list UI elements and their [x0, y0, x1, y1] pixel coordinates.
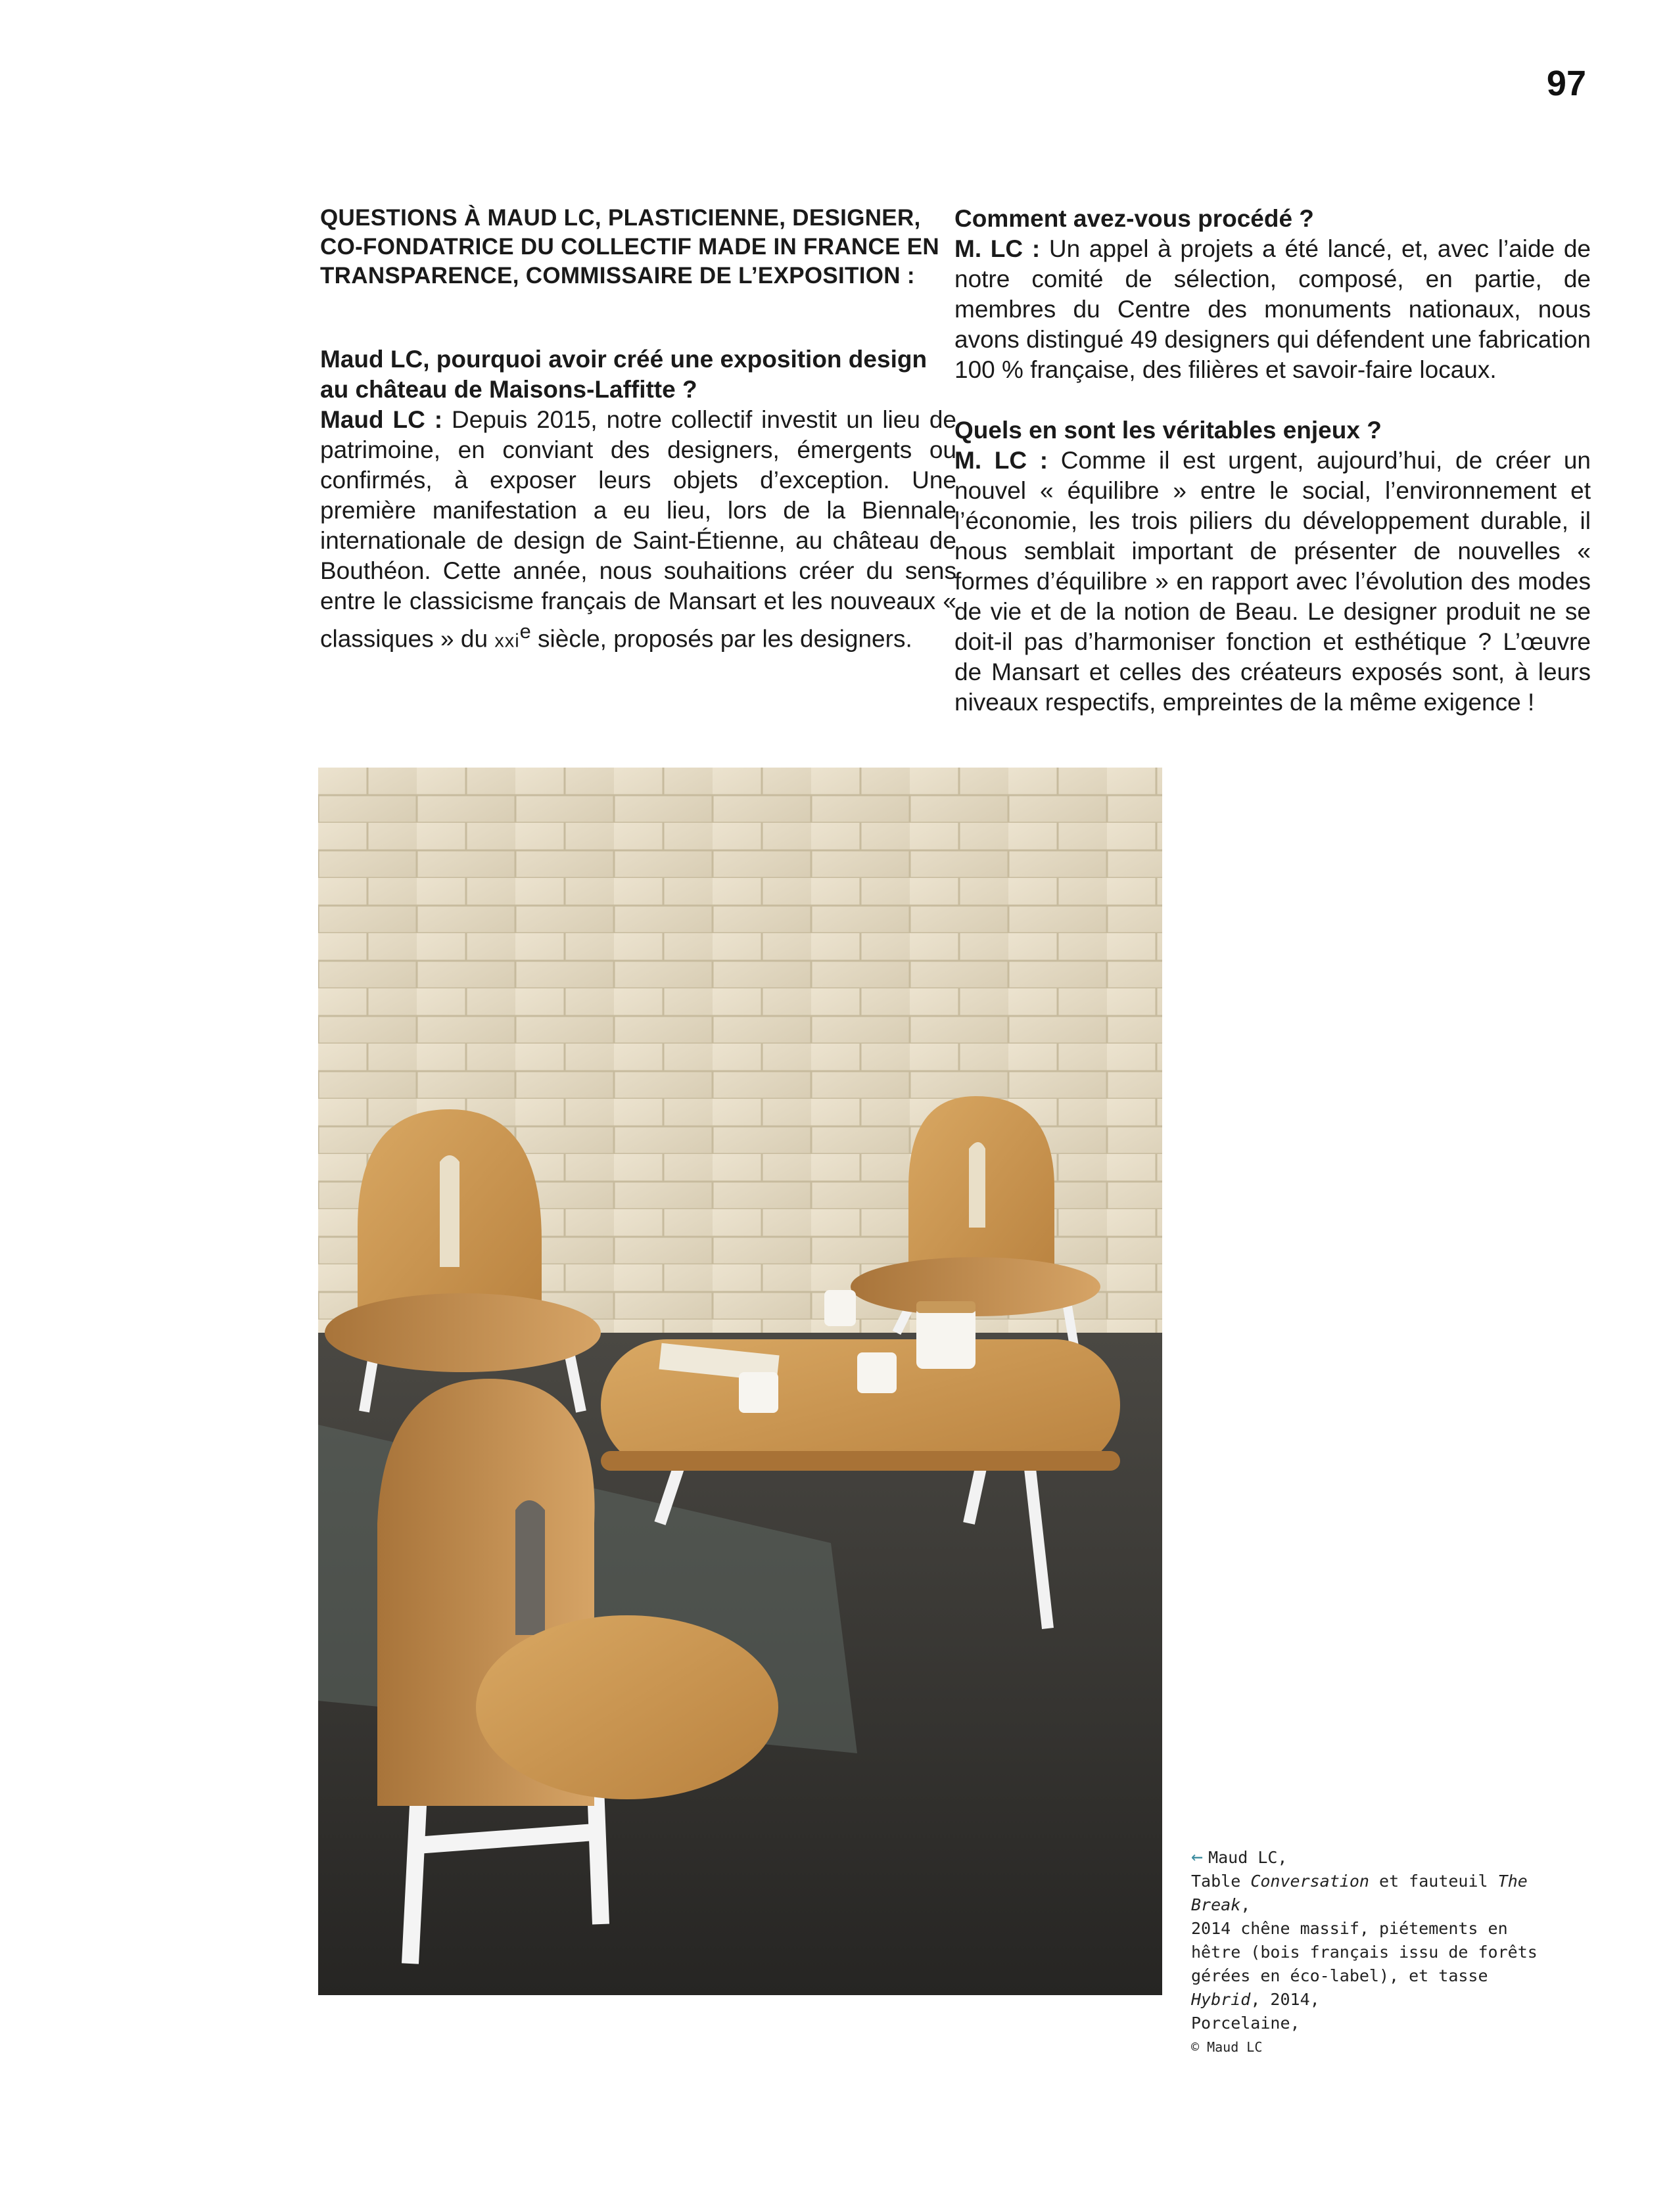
answer-3-speaker: M. LC : [954, 447, 1048, 474]
answer-2 [954, 234, 1591, 385]
century-superscript: e [519, 620, 531, 643]
intro-heading: QUESTIONS À MAUD LC, PLASTICIENNE, DESIGNER, CO-FONDATRICE DU COLLECTIF MADE IN FRANCE EN TRANSPARENCE, COMMISSAIRE DE L’EXPOSITION : [320, 205, 939, 288]
caption-table-label: Table [1191, 1872, 1241, 1891]
caption-comma: , [1240, 1895, 1251, 1914]
caption-title-hybrid: Hybrid [1191, 1990, 1251, 2009]
caption-armchair-label: et fauteuil [1379, 1872, 1488, 1891]
caption-author: Maud LC, [1208, 1848, 1288, 1867]
century-numeral: xxi [494, 630, 520, 652]
caption-line-3 [1191, 1917, 1559, 2012]
page-number: 97 [1546, 64, 1586, 103]
question-3: Quels en sont les véritables enjeux ? [954, 417, 1382, 444]
answer-2-speaker: M. LC : [954, 235, 1041, 262]
answer-3 [954, 446, 1591, 718]
caption-line-1 [1191, 1845, 1559, 1870]
caption-materials: 2014 chêne massif, piétements en hêtre (bois français issu de forêts gérées en éco-label), et tasse [1191, 1919, 1538, 1985]
photo-credit: © Maud LC [1191, 2039, 1263, 2055]
photo-illustration [318, 768, 1162, 1995]
arrow-left-icon: ← [1191, 1845, 1204, 1868]
caption-title-conversation: Conversation [1250, 1872, 1369, 1891]
answer-1 [320, 405, 956, 656]
question-1: Maud LC, pourquoi avoir créé une exposition design au château de Maisons-Laffitte ? [320, 346, 928, 403]
answer-1-text-part1: Depuis 2015, notre collectif investit un lieu de patrimoine, en conviant des designers, émergents ou confirmés, à exposer leurs objets d’exception. Une première manifestation a eu lieu, lors de la Biennale internationale de design de Saint-Étienne, au château de Bouthéon. Cette année, nous souhaitions créer du sens entre le classicisme français de Mansart et les nouveaux « classiques » du [320, 406, 956, 653]
answer-3-text: Comme il est urgent, aujourd’hui, de créer un nouvel « équilibre » entre le social, l’environnement et l’économie, les trois piliers du développement durable, il nous semblait important de présenter de nouvelles « formes d’équilibre » en rapport avec l’évolution des modes de vie et de la notion de Beau. Le designer produit ne se doit-il pas d’harmoniser fonction et esthétique ? L’œuvre de Mansart et celles des créateurs exposés sont, à leurs niveaux respectifs, empreintes de la même exigence ! [954, 447, 1591, 716]
photo-caption [1191, 1845, 1559, 2059]
question-2: Comment avez-vous procédé ? [954, 205, 1314, 232]
caption-title-the-break: The Break [1191, 1872, 1528, 1914]
caption-hybrid-year: , 2014, [1250, 1990, 1320, 2009]
caption-line-2 [1191, 1870, 1559, 1917]
furniture-photo [318, 768, 1162, 1995]
answer-1-speaker: Maud LC : [320, 406, 443, 433]
answer-2-text: Un appel à projets a été lancé, et, avec l’aide de notre comité de sélection, composé, en partie, de membres du Centre des monuments nationaux, nous avons distingué 49 designers qui défendent une fabrication 100 % française, des filières et savoir-faire locaux. [954, 235, 1591, 383]
right-column [954, 204, 1591, 718]
left-column [320, 204, 956, 656]
caption-line-4: Porcelaine, [1191, 2014, 1300, 2033]
answer-1-text-part2: siècle, proposés par les designers. [538, 625, 912, 653]
